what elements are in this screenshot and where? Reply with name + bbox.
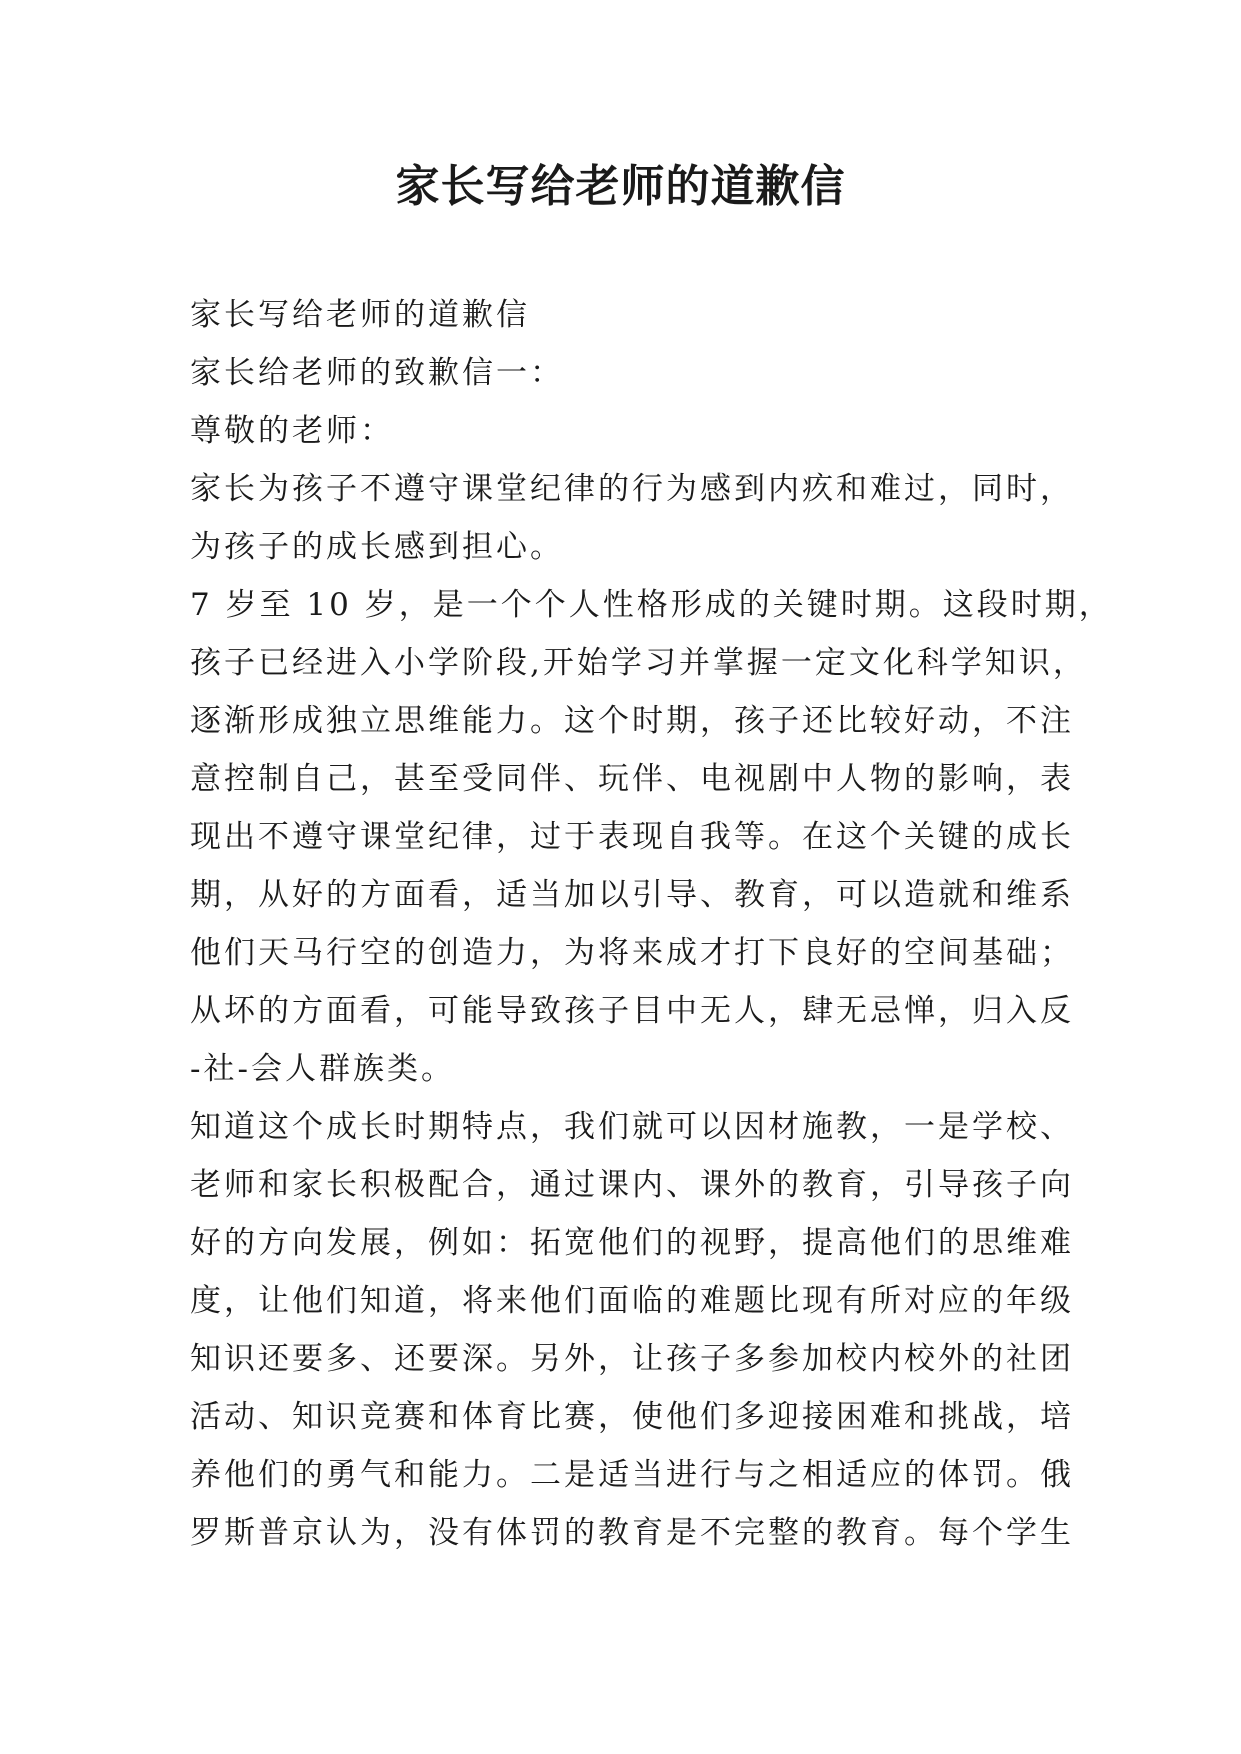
text-line: 从坏的方面看，可能导致孩子目中无人，肆无忌惮，归入反 [190, 993, 1074, 1029]
text-line: 孩子已经进入小学阶段,开始学习并掌握一定文化科学知识， [190, 645, 1087, 681]
text-line: 逐渐形成独立思维能力。这个时期，孩子还比较好动，不注 [190, 703, 1074, 739]
text-line: 现出不遵守课堂纪律，过于表现自我等。在这个关键的成长 [190, 819, 1074, 855]
text-line: 他们天马行空的创造力，为将来成才打下良好的空间基础； [190, 935, 1074, 971]
text-line: 老师和家长积极配合，通过课内、课外的教育，引导孩子向 [190, 1167, 1074, 1203]
text-line: 养他们的勇气和能力。二是适当进行与之相适应的体罚。俄 [190, 1457, 1074, 1493]
text-line: 度，让他们知道，将来他们面临的难题比现有所对应的年级 [190, 1283, 1074, 1319]
text-line: -社-会人群族类。 [190, 1051, 455, 1087]
text-line: 为孩子的成长感到担心。 [190, 529, 564, 565]
text-line: 尊敬的老师： [190, 413, 394, 449]
text-line: 意控制自己，甚至受同伴、玩伴、电视剧中人物的影响，表 [190, 761, 1074, 797]
text-line: 家长为孩子不遵守课堂纪律的行为感到内疚和难过，同时， [190, 471, 1074, 507]
text-line: 期，从好的方面看，适当加以引导、教育，可以造就和维系 [190, 877, 1074, 913]
text-line: 家长给老师的致歉信一： [190, 355, 564, 391]
text-line: 罗斯普京认为，没有体罚的教育是不完整的教育。每个学生 [190, 1515, 1074, 1551]
document-title: 家长写给老师的道歉信 [395, 161, 846, 212]
text-line: 知识还要多、还要深。另外，让孩子多参加校内校外的社团 [190, 1341, 1074, 1377]
text-line: 知道这个成长时期特点，我们就可以因材施教，一是学校、 [190, 1109, 1074, 1145]
text-line: 7 岁至 10 岁，是一个个人性格形成的关键时期。这段时期， [190, 587, 1113, 623]
text-line: 活动、知识竞赛和体育比赛，使他们多迎接困难和挑战，培 [190, 1399, 1074, 1435]
text-line: 好的方向发展，例如：拓宽他们的视野，提高他们的思维难 [190, 1225, 1074, 1261]
text-line: 家长写给老师的道歉信 [190, 297, 530, 333]
document-body [190, 286, 1113, 1562]
